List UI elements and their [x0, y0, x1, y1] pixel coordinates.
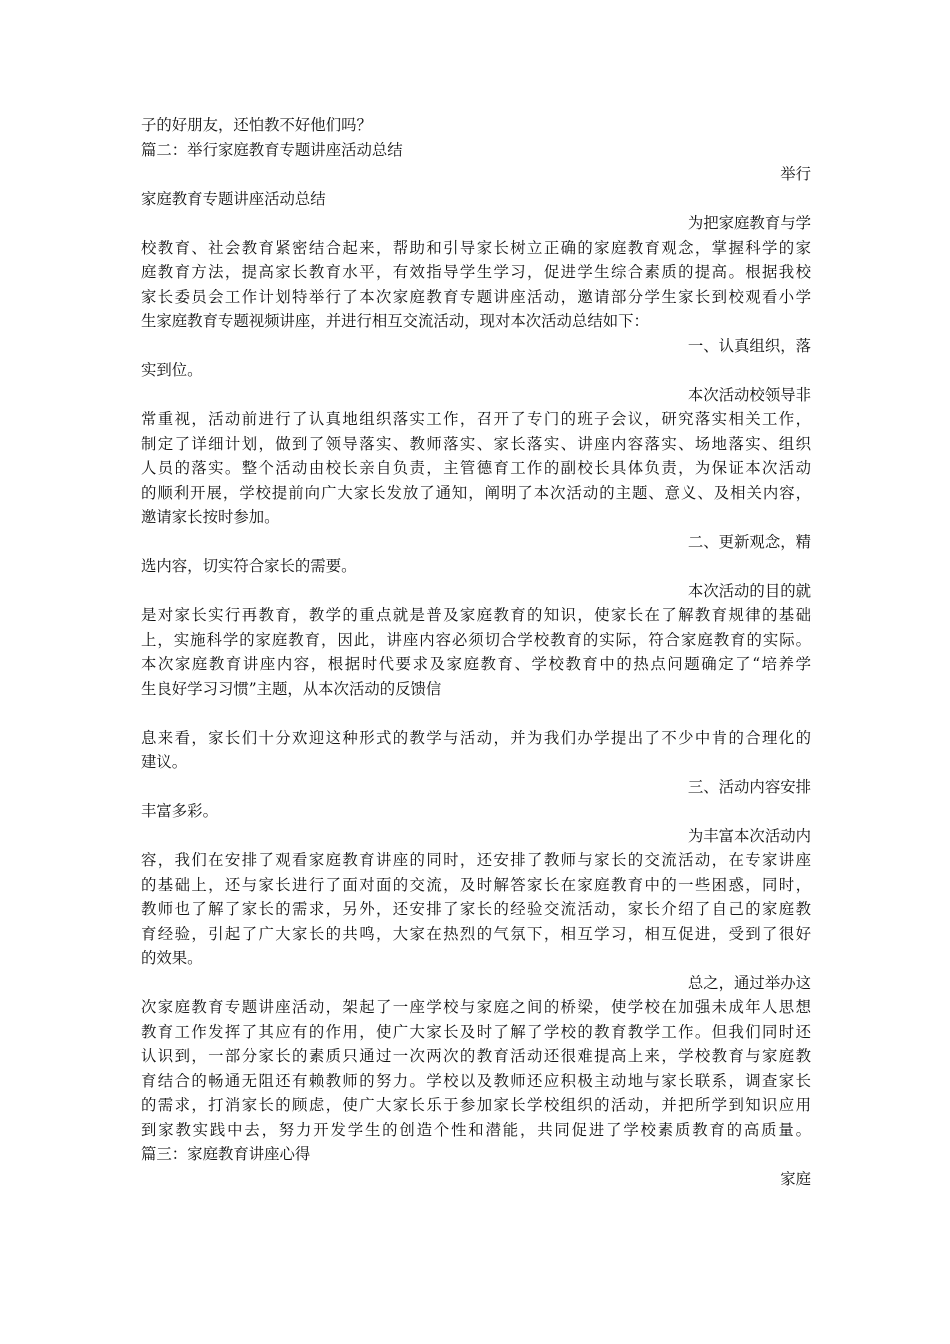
text-line: 息来看，家长们十分欢迎这种形式的教学与活动，并为我们办学提出了不少中肯的合理化的 — [141, 728, 811, 747]
text-line: 丰富多彩。 — [141, 802, 218, 820]
text-line: 三、活动内容安排 — [687, 777, 811, 796]
text-line: 家庭教育专题讲座活动总结 — [141, 189, 326, 208]
text-line: 上，实施科学的家庭教育，因此，讲座内容必须切合学校教育的实际，符合家庭教育的实际。 — [141, 630, 811, 649]
text-line: 本次活动的目的就 — [687, 581, 811, 600]
text-line: 二、更新观念，精 — [687, 532, 811, 551]
text-line: 育经验，引起了广大家长的共鸣，大家在热烈的气氛下，相互学习，相互促进，受到了很好 — [141, 924, 811, 943]
text-line: 本次活动校领导非 — [687, 385, 811, 404]
text-line: 的基础上，还与家长进行了面对面的交流，及时解答家长在家庭教育中的一些困惑，同时， — [141, 875, 811, 894]
text-line: 一、认真组织，落 — [687, 336, 811, 355]
text-line: 生家庭教育专题视频讲座，并进行相互交流活动，现对本次活动总结如下： — [141, 312, 649, 330]
text-line: 容，我们在安排了观看家庭教育讲座的同时，还安排了教师与家长的交流活动，在专家讲座 — [141, 851, 811, 869]
text-line: 本次家庭教育讲座内容，根据时代要求及家庭教育、学校教育中的热点问题确定了“培养学 — [141, 655, 811, 673]
text-line: 的顺利开展，学校提前向广大家长发放了通知，阐明了本次活动的主题、意义、及相关内容， — [141, 483, 811, 502]
text-line: 到家教实践中去，努力开发学生的创造个性和潜能，共同促进了学校素质教育的高质量。 — [141, 1120, 811, 1139]
text-line: 育结合的畅通无阻还有赖教师的努力。学校以及教师还应积极主动地与家长联系，调查家长 — [141, 1071, 811, 1090]
blank-line — [141, 701, 811, 726]
text-line: 次家庭教育专题讲座活动，架起了一座学校与家庭之间的桥梁，使学校在加强未成年人思想 — [141, 998, 811, 1016]
text-line: 校教育、社会教育紧密结合起来，帮助和引导家长树立正确的家庭教育观念，掌握科学的家 — [141, 238, 811, 257]
text-line: 实到位。 — [141, 361, 203, 379]
text-line: 庭教育方法，提高家长教育水平，有效指导学生学习，促进学生综合素质的提高。根据我校 — [141, 263, 811, 281]
text-line: 的需求，打消家长的顾虑，使广大家长乐于参加家长学校组织的活动，并把所学到知识应用 — [141, 1096, 811, 1114]
text-line: 选内容，切实符合家长的需要。 — [141, 557, 357, 575]
text-line: 人员的落实。整个活动由校长亲自负责，主管德育工作的副校长具体负责，为保证本次活动 — [141, 459, 811, 477]
text-line: 家庭 — [780, 1169, 811, 1188]
text-line: 篇三：家庭教育讲座心得 — [141, 1145, 311, 1163]
text-line: 家长委员会工作计划特举行了本次家庭教育专题讲座活动，邀请部分学生家长到校观看小学 — [141, 287, 811, 306]
text-line: 为把家庭教育与学 — [687, 214, 811, 232]
text-line: 篇二：举行家庭教育专题讲座活动总结 — [141, 140, 403, 159]
text-line: 制定了详细计划，做到了领导落实、教师落实、家长落实、讲座内容落实、场地落实、组织 — [141, 434, 811, 453]
text-line: 生良好学习习惯”主题，从本次活动的反馈信 — [141, 679, 442, 698]
text-line: 邀请家长按时参加。 — [141, 508, 280, 526]
text-line: 是对家长实行再教育，教学的重点就是普及家庭教育的知识，使家长在了解教育规律的基础 — [141, 606, 811, 624]
text-line: 举行 — [780, 165, 811, 183]
text-line: 建议。 — [141, 753, 188, 771]
text-line: 子的好朋友，还怕教不好他们吗？ — [141, 116, 372, 134]
text-line: 的效果。 — [141, 949, 203, 967]
document-body — [141, 113, 811, 1191]
text-line: 教育工作发挥了其应有的作用，使广大家长及时了解了学校的教育教学工作。但我们同时还 — [141, 1022, 811, 1041]
text-line: 常重视，活动前进行了认真地组织落实工作，召开了专门的班子会议，研究落实相关工作， — [141, 410, 811, 428]
text-line: 认识到，一部分家长的素质只通过一次两次的教育活动还很难提高上来，学校教育与家庭教 — [141, 1047, 811, 1065]
text-line: 为丰富本次活动内 — [687, 826, 811, 845]
text-line: 教师也了解了家长的需求，另外，还安排了家长的经验交流活动，家长介绍了自己的家庭教 — [141, 900, 811, 918]
text-line: 总之，通过举办这 — [687, 973, 811, 992]
